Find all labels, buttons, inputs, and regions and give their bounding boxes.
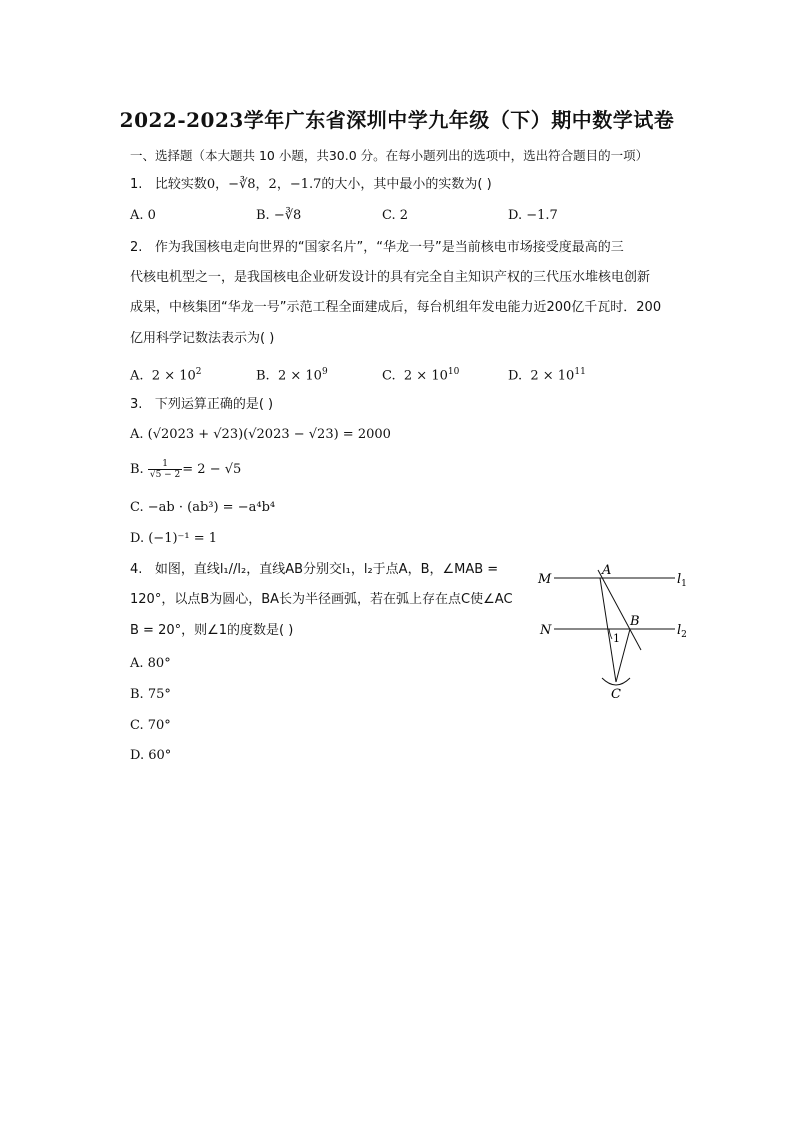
label-angle-1: 1 xyxy=(613,632,620,645)
question-4 xyxy=(130,560,498,580)
label-c: C xyxy=(611,687,621,702)
question-values: 0，−∛8，2，−1.7 xyxy=(206,177,322,192)
question-number: 2. xyxy=(130,240,143,255)
question-text-line-2: 120°，以点B为圆心，BA长为半径画弧，若在弧上存在点C使∠AC xyxy=(130,592,513,607)
geometry-figure xyxy=(530,560,700,705)
option-c: C. $2 \times 10^{10}$ xyxy=(382,367,460,384)
label-m: M xyxy=(538,572,552,587)
question-text: 比较实数 xyxy=(154,177,207,192)
option-a: A. (√2023 + √23)(√2023 − √23) = 2000 xyxy=(130,427,391,442)
question-text-line-2: 代核电机型之一，是我国核电企业研发设计的具有完全自主知识产权的三代压水堆核电创新 xyxy=(130,270,651,285)
question-3 xyxy=(130,395,273,415)
question-2 xyxy=(130,238,624,258)
question-text: 下列运算正确的是( ) xyxy=(154,397,274,412)
question-number: 1. xyxy=(130,177,143,192)
option-d: D. (−1)⁻¹ = 1 xyxy=(130,531,218,546)
question-number: 3. xyxy=(130,397,143,412)
option-b: B. $\frac{1}{√5 - 2}$ = 2 − √5 xyxy=(130,459,242,480)
label-l1: $l_1$ xyxy=(677,572,687,589)
question-text-line-4: 亿用科学记数法表示为( ) xyxy=(130,331,275,346)
option-a: A. 0 xyxy=(130,208,156,223)
option-b: B. $2 \times 10^9$ xyxy=(256,367,328,384)
question-text-line-1: 如图，直线l₁//l₂，直线AB分别交l₁，l₂于点A，B，∠MAB = xyxy=(154,562,499,577)
option-b: B. −∛8 xyxy=(256,208,302,223)
segment-ac xyxy=(600,578,616,682)
question-text-line-3: 成果，中核集团“华龙一号”示范工程全面建成后，每台机组年发电能力近200亿千瓦时．200 xyxy=(130,300,662,315)
option-b: B. 75° xyxy=(130,687,171,702)
label-b: B xyxy=(630,614,640,629)
question-number: 4. xyxy=(130,562,143,577)
option-c: C. −ab · (ab³) = −a⁴b⁴ xyxy=(130,500,276,515)
question-1 xyxy=(130,175,492,195)
option-c: C. 70° xyxy=(130,718,171,733)
option-a: A. $2 \times 10^2$ xyxy=(130,367,202,384)
question-text-line-3: B = 20°，则∠1的度数是( ) xyxy=(130,623,294,638)
option-d: D. −1.7 xyxy=(508,208,558,223)
question-text-line-1: 作为我国核电走向世界的“国家名片”，“华龙一号”是当前核电市场接受度最高的三 xyxy=(154,240,624,255)
option-d: D. 60° xyxy=(130,748,172,763)
page-title: 2022-2023学年广东省深圳中学九年级（下）期中数学试卷 xyxy=(119,108,675,132)
option-a: A. 80° xyxy=(130,656,171,671)
section-heading: 一、选择题（本大题共 10 小题，共30.0 分。在每小题列出的选项中，选出符合题目的一项） xyxy=(130,148,649,163)
option-c: C. 2 xyxy=(382,208,409,223)
option-d: D. $2 \times 10^{11}$ xyxy=(508,367,586,384)
label-a: A xyxy=(602,563,612,578)
label-n: N xyxy=(540,623,552,638)
question-text-suffix: 的大小，其中最小的实数为( ) xyxy=(321,177,492,192)
label-l2: $l_2$ xyxy=(677,623,687,640)
